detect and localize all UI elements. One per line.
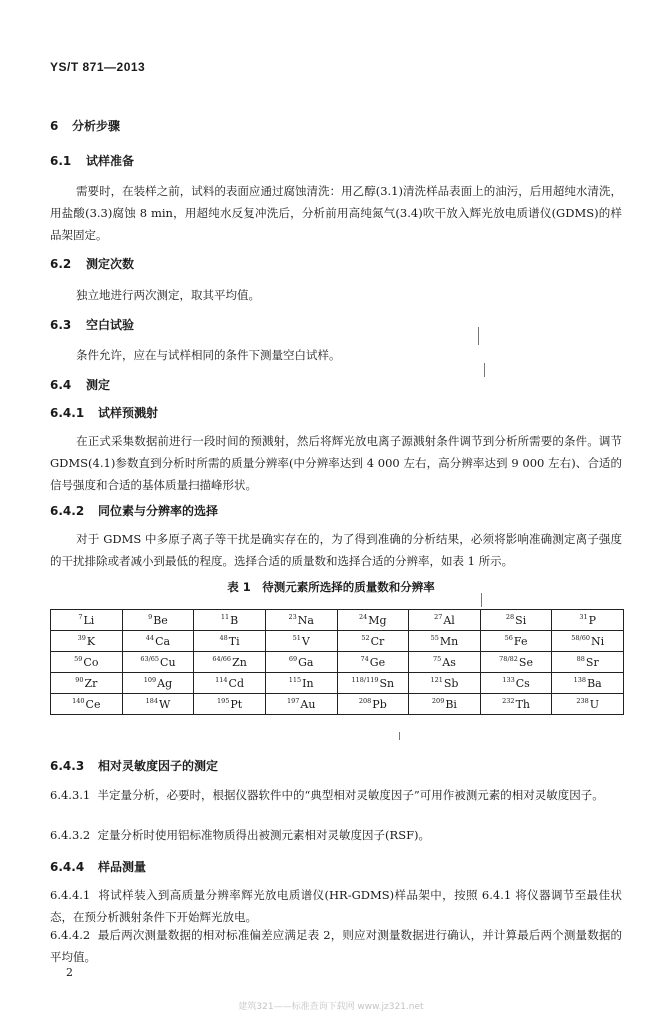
mass-number: 44	[145, 634, 155, 642]
mass-number: 58/60	[571, 634, 590, 642]
table-caption: 表 1 待测元素所选择的质量数和分辨率	[227, 580, 435, 594]
isotope-cell	[480, 694, 552, 715]
section-number: 6	[50, 119, 59, 133]
isotope-cell	[480, 631, 552, 652]
paragraph-6-2	[50, 284, 622, 306]
element-symbol: B	[230, 614, 239, 627]
scan-mark	[399, 732, 400, 740]
paragraph-text: 最后两次测量数据的相对标准偏差应满足表 2，则应对测量数据进行确认，并计算最后两个测量数据的平均值。	[50, 928, 623, 964]
isotope-cell	[337, 694, 409, 715]
element-symbol: Co	[83, 656, 99, 669]
element-symbol: Ce	[85, 698, 101, 711]
element-symbol: Sn	[379, 677, 395, 690]
mass-number: 64/66	[212, 655, 232, 663]
element-symbol: Al	[443, 614, 455, 627]
element-symbol: Na	[297, 614, 314, 627]
element-symbol: Se	[518, 656, 533, 669]
section-title: 分析步骤	[72, 119, 121, 133]
clause-number: 6.4.3.2	[50, 828, 91, 842]
mass-number: 140	[72, 697, 85, 705]
paragraph-6-4-2	[50, 528, 622, 572]
isotope-cell	[265, 673, 337, 694]
clause-number: 6.4.4.1	[50, 888, 91, 902]
mass-number: 109	[143, 676, 157, 684]
mass-number: 7	[78, 613, 83, 621]
section-title: 空白试验	[86, 318, 135, 332]
element-symbol: Sb	[443, 677, 459, 690]
element-symbol: Fe	[513, 635, 528, 648]
isotope-cell	[409, 652, 481, 673]
mass-number: 27	[434, 613, 443, 621]
element-symbol: P	[588, 614, 597, 627]
mass-number: 31	[579, 613, 588, 621]
isotope-cell	[265, 694, 337, 715]
mass-number: 208	[358, 697, 372, 705]
isotope-cell	[122, 631, 194, 652]
mass-number: 197	[286, 697, 300, 705]
mass-number: 74	[360, 655, 369, 663]
section-6-4-3-heading	[50, 757, 218, 774]
section-6-4-2-heading	[50, 502, 218, 519]
element-symbol: Si	[515, 614, 527, 627]
isotope-cell	[122, 652, 194, 673]
section-number: 6.4.2	[50, 504, 85, 518]
clause-number: 6.4.3.1	[50, 788, 91, 802]
mass-number: 11	[220, 613, 230, 621]
mass-number: 114	[215, 676, 228, 684]
element-symbol: Ni	[590, 635, 605, 648]
section-number: 6.4.1	[50, 406, 85, 420]
section-number: 6.3	[50, 318, 72, 332]
paragraph-text: 条件允许，应在与试样相同的条件下测量空白试样。	[76, 348, 341, 362]
element-symbol: In	[302, 677, 314, 690]
element-symbol: Au	[300, 698, 316, 711]
isotope-cell	[51, 631, 123, 652]
paragraph-text: 独立地进行两次测定，取其平均值。	[76, 288, 260, 302]
element-symbol: K	[86, 635, 96, 648]
paragraph-text: 在正式采集数据前进行一段时间的预溅射，然后将辉光放电离子源溅射条件调节到分析所需要的条件。调节 GDMS(4.1)参数直到分析时所需的质量分辨率(中分辨率达到 4 000 左右，高分辨率达到 9 000 左右)、合适的信号强度和合适的基体质量扫描峰形状。	[50, 434, 622, 492]
isotope-cell	[480, 610, 552, 631]
element-symbol: Ca	[155, 635, 171, 648]
section-6-heading	[50, 117, 120, 134]
element-symbol: Cr	[370, 635, 385, 648]
table-row	[51, 610, 624, 631]
mass-number: 9	[148, 613, 153, 621]
mass-number: 78/82	[499, 655, 518, 663]
mass-number: 55	[430, 634, 439, 642]
mass-number: 24	[359, 613, 368, 621]
table-row	[51, 694, 624, 715]
section-6-4-1-heading	[50, 404, 158, 421]
mass-number: 90	[75, 676, 84, 684]
paragraph-6-3	[50, 344, 622, 366]
element-symbol: Ga	[298, 656, 314, 669]
mass-number: 56	[504, 634, 513, 642]
section-title: 同位素与分辨率的选择	[98, 504, 219, 518]
isotope-cell	[122, 673, 194, 694]
mass-number: 232	[502, 697, 515, 705]
mass-number: 121	[430, 676, 443, 684]
mass-number: 238	[576, 697, 589, 705]
table-row	[51, 652, 624, 673]
element-symbol: U	[589, 698, 600, 711]
element-symbol: Cd	[228, 677, 244, 690]
isotope-cell	[51, 673, 123, 694]
mass-number: 133	[502, 676, 515, 684]
section-title: 试样准备	[86, 154, 135, 168]
isotope-cell	[480, 673, 552, 694]
isotope-cell	[194, 694, 266, 715]
isotope-cell	[265, 631, 337, 652]
mass-number: 118/119	[351, 676, 379, 684]
element-symbol: Mg	[368, 614, 387, 627]
mass-number: 115	[288, 676, 302, 684]
isotope-cell	[265, 610, 337, 631]
element-symbol: Li	[83, 614, 95, 627]
isotope-cell	[122, 610, 194, 631]
element-symbol: Be	[153, 614, 168, 627]
isotope-cell	[409, 610, 481, 631]
element-symbol: W	[158, 698, 171, 711]
table-row	[51, 673, 624, 694]
isotope-cell	[194, 610, 266, 631]
element-symbol: Cu	[160, 656, 176, 669]
mass-number: 69	[288, 655, 298, 663]
isotope-cell	[552, 673, 624, 694]
isotope-cell	[337, 652, 409, 673]
mass-number: 138	[573, 676, 587, 684]
section-6-2-heading	[50, 255, 134, 272]
mass-number: 209	[431, 697, 445, 705]
isotope-cell	[265, 652, 337, 673]
isotope-cell	[337, 673, 409, 694]
element-symbol: Ti	[228, 635, 240, 648]
mass-number: 195	[216, 697, 230, 705]
section-6-4-heading	[50, 376, 110, 393]
section-number: 6.2	[50, 257, 72, 271]
paragraph-text: 半定量分析，必要时，根据仪器软件中的“典型相对灵敏度因子”可用作被测元素的相对灵敏度因子。	[97, 788, 604, 802]
scan-mark	[484, 363, 485, 377]
scan-mark	[481, 593, 482, 607]
isotope-cell	[194, 631, 266, 652]
isotope-cell	[409, 694, 481, 715]
isotope-cell	[194, 673, 266, 694]
paragraph-6-4-1	[50, 430, 622, 496]
element-symbol: As	[442, 656, 456, 669]
mass-number: 88	[576, 655, 585, 663]
element-symbol: Cs	[515, 677, 530, 690]
standard-code-header: YS/T 871—2013	[50, 60, 146, 74]
isotope-cell	[337, 610, 409, 631]
element-symbol: V	[301, 635, 310, 648]
element-symbol: Ag	[157, 677, 173, 690]
section-title: 测定	[86, 378, 111, 392]
paragraph-6-4-4-2	[50, 924, 622, 968]
mass-number: 52	[361, 634, 370, 642]
isotope-cell	[552, 652, 624, 673]
isotope-cell	[122, 694, 194, 715]
section-title: 样品测量	[98, 860, 147, 874]
paragraph-text: 定量分析时使用铝标准物质得出被测元素相对灵敏度因子(RSF)。	[97, 828, 431, 842]
element-symbol: Pt	[230, 698, 243, 711]
section-number: 6.4.4	[50, 860, 85, 874]
clause-number: 6.4.4.2	[50, 928, 91, 942]
section-title: 相对灵敏度因子的测定	[98, 759, 219, 773]
isotope-cell	[51, 652, 123, 673]
scan-mark	[478, 327, 479, 345]
isotope-cell	[194, 652, 266, 673]
element-symbol: Ba	[587, 677, 602, 690]
isotope-cell	[552, 694, 624, 715]
paragraph-6-4-3-2	[50, 824, 622, 846]
mass-number: 23	[288, 613, 297, 621]
isotope-cell	[51, 610, 123, 631]
mass-number: 184	[145, 697, 158, 705]
element-symbol: Mn	[439, 635, 459, 648]
isotope-cell	[51, 694, 123, 715]
mass-number: 63/65	[140, 655, 160, 663]
section-number: 6.4.3	[50, 759, 85, 773]
section-6-3-heading	[50, 316, 134, 333]
paragraph-text: 需要时，在装样之前，试料的表面应通过腐蚀清洗：用乙醇(3.1)清洗样品表面上的油污，后用超纯水清洗，用盐酸(3.3)腐蚀 8 min，用超纯水反复冲洗后，分析前用高纯氮气(3.4)吹干放入辉光放电质谱仪(GDMS)的样品架固定。	[50, 184, 622, 242]
section-6-4-4-heading	[50, 858, 146, 875]
mass-number: 59	[74, 655, 83, 663]
paragraph-6-4-4-1	[50, 884, 622, 928]
mass-number: 39	[77, 634, 86, 642]
paragraph-6-1	[50, 180, 622, 246]
isotope-cell	[552, 631, 624, 652]
isotope-cell	[409, 673, 481, 694]
section-title: 试样预溅射	[98, 406, 159, 420]
mass-number: 75	[433, 655, 442, 663]
element-symbol: Bi	[445, 698, 457, 711]
paragraph-text: 对于 GDMS 中多原子离子等干扰是确实存在的，为了得到准确的分析结果，必须将影响准确测定离子强度的干扰排除或者减小到最低的程度。选择合适的质量数和选择合适的分辨率，如表 1 所示。	[50, 532, 622, 568]
element-symbol: Th	[515, 698, 530, 711]
isotope-table	[50, 609, 624, 715]
section-6-1-heading	[50, 152, 134, 169]
isotope-cell	[552, 610, 624, 631]
element-symbol: Sr	[585, 656, 599, 669]
section-title: 测定次数	[86, 257, 135, 271]
mass-number: 28	[505, 613, 515, 621]
table-row	[51, 631, 624, 652]
element-symbol: Zn	[232, 656, 247, 669]
watermark: 建筑321——标准查询下载网 www.jz321.net	[238, 1002, 424, 1012]
element-symbol: Ge	[369, 656, 386, 669]
paragraph-6-4-3-1	[50, 784, 622, 806]
page-number: 2	[66, 966, 73, 979]
element-symbol: Zr	[84, 677, 98, 690]
element-symbol: Pb	[372, 698, 387, 711]
isotope-cell	[409, 631, 481, 652]
isotope-cell	[480, 652, 552, 673]
mass-number: 48	[219, 634, 228, 642]
mass-number: 51	[292, 634, 301, 642]
section-number: 6.4	[50, 378, 72, 392]
isotope-cell	[337, 631, 409, 652]
paragraph-text: 将试样装入到高质量分辨率辉光放电质谱仪(HR-GDMS)样品架中，按照 6.4.1 将仪器调节至最佳状态，在预分析溅射条件下开始辉光放电。	[50, 888, 622, 924]
section-number: 6.1	[50, 154, 72, 168]
